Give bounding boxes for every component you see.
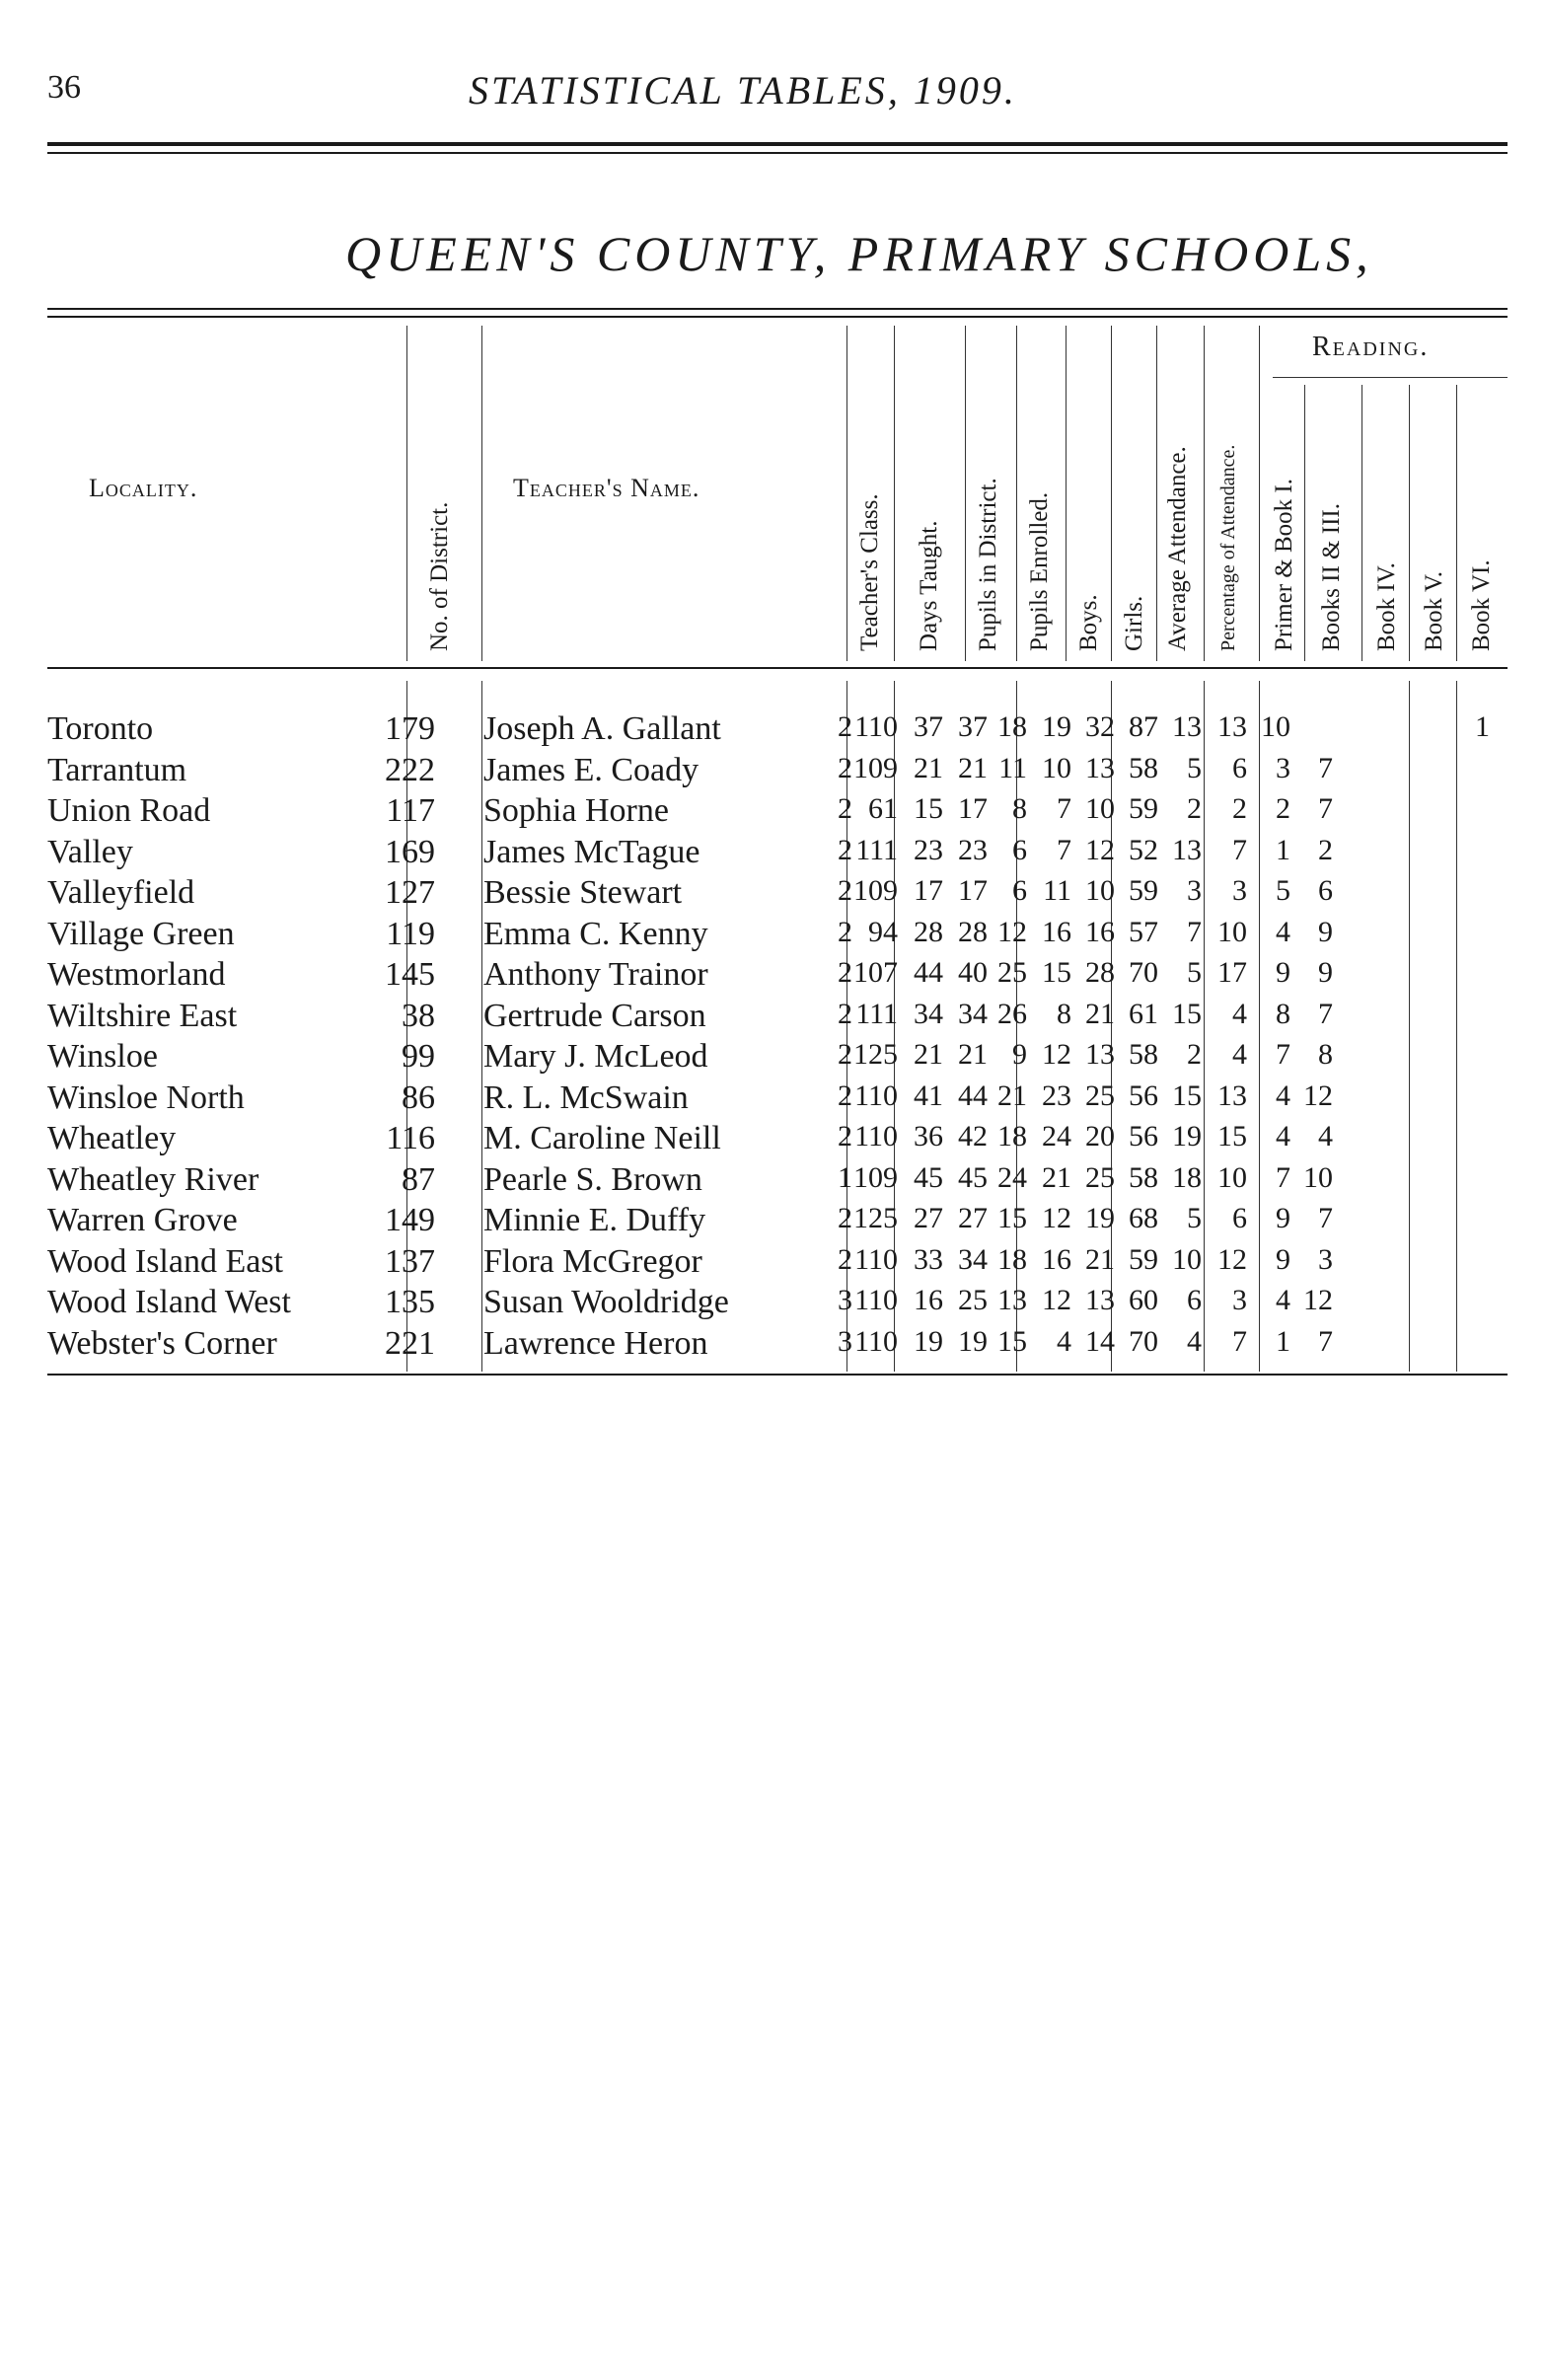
pupils-enrolled-cell: 25 <box>958 1284 988 1316</box>
days-taught-cell: 109 <box>853 874 898 907</box>
teacher-name-cell: Emma C. Kenny <box>483 915 708 952</box>
pupils-in-district-cell: 21 <box>914 1038 943 1071</box>
book-4-cell: 4 <box>1276 1120 1290 1153</box>
average-attendance-cell: 25 <box>1085 1160 1115 1194</box>
teacher-class-cell: 2 <box>838 1078 852 1112</box>
book-4-cell: 4 <box>1276 1078 1290 1112</box>
girls-cell: 21 <box>1042 1160 1071 1194</box>
girls-cell: 24 <box>1042 1120 1071 1153</box>
book-5-cell: 2 <box>1318 833 1333 866</box>
section-title: QUEEN'S COUNTY, PRIMARY SCHOOLS, <box>345 226 1373 281</box>
pupils-enrolled-cell: 34 <box>958 1242 988 1276</box>
primer-book1-cell: 13 <box>1172 833 1202 866</box>
girls-cell: 11 <box>1043 874 1071 907</box>
table-rule-bottom <box>47 1374 1508 1376</box>
book-4-cell: 5 <box>1276 874 1290 907</box>
header-average-attendance: Average Attendance. <box>1164 446 1191 651</box>
table-row <box>0 1284 1545 1325</box>
book-5-cell: 7 <box>1318 1202 1333 1234</box>
district-number-cell: 135 <box>385 1284 435 1320</box>
column-rule <box>1304 385 1305 661</box>
pupils-in-district-cell: 41 <box>914 1078 943 1112</box>
column-rule <box>894 326 895 661</box>
primer-book1-cell: 7 <box>1187 915 1202 948</box>
days-taught-cell: 110 <box>854 710 898 743</box>
primer-book1-cell: 19 <box>1172 1120 1202 1153</box>
book-5-cell: 10 <box>1303 1160 1333 1194</box>
book-4-cell: 9 <box>1276 1242 1290 1276</box>
pupils-in-district-cell: 45 <box>914 1160 943 1194</box>
header-books-2-3: Books II & III. <box>1318 503 1345 651</box>
table-row <box>0 1120 1545 1161</box>
girls-cell: 10 <box>1042 751 1071 784</box>
book-5-cell: 3 <box>1318 1242 1333 1276</box>
header-book-5: Book V. <box>1421 570 1447 651</box>
teacher-name-cell: Joseph A. Gallant <box>483 710 721 747</box>
teacher-name-cell: James McTague <box>483 833 700 870</box>
books-2-3-cell: 12 <box>1217 1242 1247 1276</box>
locality-cell: Valley <box>47 833 133 870</box>
locality-cell: Toronto <box>47 710 154 747</box>
primer-book1-cell: 5 <box>1187 751 1202 784</box>
days-taught-cell: 110 <box>854 1324 898 1358</box>
header-rule-top <box>47 308 1508 310</box>
teacher-name-cell: Flora McGregor <box>483 1242 702 1280</box>
average-attendance-cell: 14 <box>1085 1324 1115 1358</box>
header-rule-second <box>47 316 1508 318</box>
boys-cell: 15 <box>997 1202 1027 1234</box>
district-number-cell: 222 <box>385 751 435 788</box>
pupils-in-district-cell: 28 <box>914 915 943 948</box>
teacher-class-cell: 2 <box>838 792 852 825</box>
percentage-attendance-cell: 61 <box>1129 997 1158 1030</box>
pupils-in-district-cell: 16 <box>914 1284 943 1316</box>
teacher-class-cell: 2 <box>838 956 852 989</box>
table-row <box>0 1243 1545 1285</box>
boys-cell: 6 <box>1012 874 1027 907</box>
percentage-attendance-cell: 52 <box>1129 833 1158 866</box>
column-rule <box>1259 326 1260 661</box>
percentage-attendance-cell: 70 <box>1129 956 1158 989</box>
primer-book1-cell: 2 <box>1187 1038 1202 1071</box>
primer-book1-cell: 4 <box>1187 1324 1202 1358</box>
header-reading: Reading. <box>1312 332 1430 362</box>
books-2-3-cell: 13 <box>1217 710 1247 743</box>
column-rule <box>965 326 966 661</box>
header-locality: Locality. <box>89 474 198 502</box>
book-5-cell: 12 <box>1303 1078 1333 1112</box>
pupils-enrolled-cell: 45 <box>958 1160 988 1194</box>
table-row <box>0 834 1545 875</box>
pupils-enrolled-cell: 17 <box>958 874 988 907</box>
header-rule-bottom <box>47 667 1508 669</box>
primer-book1-cell: 18 <box>1172 1160 1202 1194</box>
teacher-class-cell: 2 <box>838 751 852 784</box>
teacher-class-cell: 2 <box>838 1120 852 1153</box>
boys-cell: 26 <box>997 997 1027 1030</box>
boys-cell: 15 <box>997 1324 1027 1358</box>
book-4-cell: 1 <box>1276 833 1290 866</box>
book-5-cell: 7 <box>1318 1324 1333 1358</box>
table-row <box>0 1325 1545 1367</box>
boys-cell: 6 <box>1012 833 1027 866</box>
pupils-enrolled-cell: 40 <box>958 956 988 989</box>
average-attendance-cell: 10 <box>1085 874 1115 907</box>
girls-cell: 12 <box>1042 1038 1071 1071</box>
column-rule <box>1361 385 1362 661</box>
percentage-attendance-cell: 70 <box>1129 1324 1158 1358</box>
boys-cell: 21 <box>997 1078 1027 1112</box>
pupils-in-district-cell: 27 <box>914 1202 943 1234</box>
girls-cell: 12 <box>1042 1202 1071 1234</box>
column-rule <box>481 326 482 661</box>
teacher-class-cell: 3 <box>838 1284 852 1316</box>
primer-book1-cell: 15 <box>1172 997 1202 1030</box>
teacher-class-cell: 1 <box>838 1160 852 1194</box>
percentage-attendance-cell: 59 <box>1129 1242 1158 1276</box>
district-number-cell: 149 <box>385 1202 435 1238</box>
books-2-3-cell: 3 <box>1232 1284 1247 1316</box>
column-rule <box>1111 326 1112 661</box>
locality-cell: Wood Island West <box>47 1284 291 1320</box>
pupils-in-district-cell: 34 <box>914 997 943 1030</box>
column-rule <box>406 326 407 661</box>
column-rule <box>1156 326 1157 661</box>
percentage-attendance-cell: 59 <box>1129 792 1158 825</box>
girls-cell: 12 <box>1042 1284 1071 1316</box>
pupils-enrolled-cell: 28 <box>958 915 988 948</box>
book-4-cell: 9 <box>1276 1202 1290 1234</box>
book-4-cell: 9 <box>1276 956 1290 989</box>
header-pupils-enrolled: Pupils Enrolled. <box>1026 491 1053 651</box>
boys-cell: 12 <box>997 915 1027 948</box>
primer-book1-cell: 3 <box>1187 874 1202 907</box>
locality-cell: Wood Island East <box>47 1242 283 1280</box>
primer-book1-cell: 13 <box>1172 710 1202 743</box>
boys-cell: 25 <box>997 956 1027 989</box>
days-taught-cell: 109 <box>853 751 898 784</box>
books-2-3-cell: 15 <box>1217 1120 1247 1153</box>
table-row <box>0 792 1545 834</box>
teacher-name-cell: James E. Coady <box>483 751 699 788</box>
pupils-enrolled-cell: 27 <box>958 1202 988 1234</box>
boys-cell: 18 <box>997 710 1027 743</box>
locality-cell: Winsloe <box>47 1038 158 1075</box>
table-row <box>0 916 1545 957</box>
days-taught-cell: 107 <box>853 956 898 989</box>
percentage-attendance-cell: 56 <box>1129 1120 1158 1153</box>
book-5-cell: 12 <box>1303 1284 1333 1316</box>
table-row <box>0 874 1545 916</box>
girls-cell: 16 <box>1042 915 1071 948</box>
books-2-3-cell: 7 <box>1232 1324 1247 1358</box>
boys-cell: 18 <box>997 1120 1027 1153</box>
header-pupils-in-district: Pupils in District. <box>975 478 1001 651</box>
district-number-cell: 119 <box>386 915 435 952</box>
percentage-attendance-cell: 57 <box>1129 915 1158 948</box>
books-2-3-cell: 7 <box>1232 833 1247 866</box>
pupils-in-district-cell: 15 <box>914 792 943 825</box>
header-book-4: Book IV. <box>1373 562 1400 651</box>
days-taught-cell: 110 <box>854 1120 898 1153</box>
days-taught-cell: 110 <box>854 1078 898 1112</box>
header-primer-book1: Primer & Book I. <box>1271 479 1297 651</box>
pupils-in-district-cell: 17 <box>914 874 943 907</box>
books-2-3-cell: 13 <box>1217 1078 1247 1112</box>
locality-cell: Winsloe North <box>47 1078 245 1116</box>
reading-rule <box>1273 377 1508 378</box>
book-5-cell: 9 <box>1318 956 1333 989</box>
girls-cell: 23 <box>1042 1078 1071 1112</box>
teacher-class-cell: 2 <box>838 874 852 907</box>
primer-book1-cell: 15 <box>1172 1078 1202 1112</box>
days-taught-cell: 110 <box>854 1284 898 1316</box>
book-5-cell: 8 <box>1318 1038 1333 1071</box>
girls-cell: 15 <box>1042 956 1071 989</box>
girls-cell: 19 <box>1042 710 1071 743</box>
teacher-name-cell: Anthony Trainor <box>483 956 708 993</box>
books-2-3-cell: 4 <box>1232 997 1247 1030</box>
locality-cell: Tarrantum <box>47 751 187 788</box>
header-percentage-attendance: Percentage of Attendance. <box>1217 444 1239 651</box>
pupils-enrolled-cell: 37 <box>958 710 988 743</box>
pupils-enrolled-cell: 44 <box>958 1078 988 1112</box>
teacher-class-cell: 2 <box>838 710 852 743</box>
girls-cell: 7 <box>1057 792 1071 825</box>
boys-cell: 11 <box>998 751 1027 784</box>
days-taught-cell: 110 <box>854 1242 898 1276</box>
days-taught-cell: 109 <box>853 1160 898 1194</box>
teacher-name-cell: Mary J. McLeod <box>483 1038 708 1075</box>
teacher-name-cell: M. Caroline Neill <box>483 1120 721 1156</box>
book-4-cell: 4 <box>1276 915 1290 948</box>
percentage-attendance-cell: 87 <box>1129 710 1158 743</box>
girls-cell: 7 <box>1057 833 1071 866</box>
district-number-cell: 117 <box>386 792 435 829</box>
teacher-class-cell: 2 <box>838 997 852 1030</box>
primer-book1-cell: 5 <box>1187 956 1202 989</box>
district-number-cell: 179 <box>385 710 435 747</box>
average-attendance-cell: 10 <box>1085 792 1115 825</box>
average-attendance-cell: 21 <box>1085 997 1115 1030</box>
table-body <box>0 710 1545 1366</box>
percentage-attendance-cell: 58 <box>1129 1038 1158 1071</box>
primer-book1-cell: 2 <box>1187 792 1202 825</box>
teacher-class-cell: 2 <box>838 833 852 866</box>
top-rule-thick <box>47 142 1508 146</box>
header-teacher-name: Teacher's Name. <box>513 474 700 502</box>
average-attendance-cell: 32 <box>1085 710 1115 743</box>
book-4-cell: 3 <box>1276 751 1290 784</box>
table-row <box>0 1079 1545 1121</box>
average-attendance-cell: 28 <box>1085 956 1115 989</box>
days-taught-cell: 61 <box>868 792 898 825</box>
book-5-cell: 7 <box>1318 751 1333 784</box>
pupils-enrolled-cell: 21 <box>958 1038 988 1071</box>
header-days-taught: Days Taught. <box>916 520 942 651</box>
top-rule-thin <box>47 152 1508 154</box>
book-4-cell: 10 <box>1261 710 1290 743</box>
teacher-class-cell: 2 <box>838 1242 852 1276</box>
book-4-cell: 4 <box>1276 1284 1290 1316</box>
days-taught-cell: 94 <box>868 915 898 948</box>
column-rule <box>1066 326 1067 661</box>
boys-cell: 9 <box>1012 1038 1027 1071</box>
book-5-cell: 7 <box>1318 792 1333 825</box>
locality-cell: Wheatley <box>47 1120 177 1156</box>
book-4-cell: 7 <box>1276 1038 1290 1071</box>
books-2-3-cell: 17 <box>1217 956 1247 989</box>
books-2-3-cell: 2 <box>1232 792 1247 825</box>
pupils-in-district-cell: 36 <box>914 1120 943 1153</box>
locality-cell: Webster's Corner <box>47 1324 277 1362</box>
book-6-cell: 1 <box>1475 710 1490 743</box>
locality-cell: Wheatley River <box>47 1160 259 1198</box>
locality-cell: Valleyfield <box>47 874 195 911</box>
pupils-in-district-cell: 23 <box>914 833 943 866</box>
pupils-enrolled-cell: 19 <box>958 1324 988 1358</box>
teacher-class-cell: 2 <box>838 1038 852 1071</box>
pupils-enrolled-cell: 34 <box>958 997 988 1030</box>
books-2-3-cell: 6 <box>1232 751 1247 784</box>
column-rule <box>1409 385 1410 661</box>
average-attendance-cell: 13 <box>1085 1038 1115 1071</box>
average-attendance-cell: 19 <box>1085 1202 1115 1234</box>
table-row <box>0 1038 1545 1079</box>
teacher-name-cell: Minnie E. Duffy <box>483 1202 706 1238</box>
boys-cell: 8 <box>1012 792 1027 825</box>
pupils-enrolled-cell: 21 <box>958 751 988 784</box>
district-number-cell: 145 <box>385 956 435 993</box>
column-rule <box>1016 326 1017 661</box>
table-row <box>0 956 1545 998</box>
district-number-cell: 38 <box>402 997 435 1034</box>
header-girls: Girls. <box>1121 595 1147 651</box>
books-2-3-cell: 10 <box>1217 1160 1247 1194</box>
locality-cell: Warren Grove <box>47 1202 238 1238</box>
primer-book1-cell: 10 <box>1172 1242 1202 1276</box>
district-number-cell: 116 <box>386 1120 435 1156</box>
average-attendance-cell: 13 <box>1085 1284 1115 1316</box>
pupils-in-district-cell: 19 <box>914 1324 943 1358</box>
district-number-cell: 86 <box>402 1078 435 1116</box>
district-number-cell: 169 <box>385 833 435 870</box>
district-number-cell: 87 <box>402 1160 435 1198</box>
days-taught-cell: 125 <box>853 1038 898 1071</box>
percentage-attendance-cell: 60 <box>1129 1284 1158 1316</box>
column-rule <box>846 326 847 661</box>
page-number: 36 <box>47 69 81 106</box>
days-taught-cell: 111 <box>855 833 898 866</box>
books-2-3-cell: 4 <box>1232 1038 1247 1071</box>
percentage-attendance-cell: 58 <box>1129 1160 1158 1194</box>
primer-book1-cell: 6 <box>1187 1284 1202 1316</box>
book-4-cell: 7 <box>1276 1160 1290 1194</box>
teacher-class-cell: 3 <box>838 1324 852 1358</box>
book-5-cell: 7 <box>1318 997 1333 1030</box>
percentage-attendance-cell: 56 <box>1129 1078 1158 1112</box>
header-book-6: Book VI. <box>1468 559 1495 651</box>
teacher-name-cell: Gertrude Carson <box>483 997 706 1034</box>
teacher-name-cell: Bessie Stewart <box>483 874 683 911</box>
running-title: STATISTICAL TABLES, 1909. <box>469 68 1017 112</box>
book-5-cell: 6 <box>1318 874 1333 907</box>
teacher-class-cell: 2 <box>838 1202 852 1234</box>
locality-cell: Union Road <box>47 792 211 829</box>
table-row <box>0 1161 1545 1203</box>
teacher-name-cell: Susan Wooldridge <box>483 1284 729 1320</box>
pupils-enrolled-cell: 17 <box>958 792 988 825</box>
district-number-cell: 137 <box>385 1242 435 1280</box>
table-row <box>0 998 1545 1039</box>
books-2-3-cell: 10 <box>1217 915 1247 948</box>
books-2-3-cell: 6 <box>1232 1202 1247 1234</box>
locality-cell: Village Green <box>47 915 235 952</box>
teacher-name-cell: Sophia Horne <box>483 792 669 829</box>
teacher-name-cell: R. L. McSwain <box>483 1078 689 1116</box>
locality-cell: Westmorland <box>47 956 226 993</box>
average-attendance-cell: 13 <box>1085 751 1115 784</box>
book-5-cell: 9 <box>1318 915 1333 948</box>
days-taught-cell: 125 <box>853 1202 898 1234</box>
pupils-in-district-cell: 21 <box>914 751 943 784</box>
header-boys: Boys. <box>1075 594 1102 651</box>
boys-cell: 24 <box>997 1160 1027 1194</box>
book-4-cell: 1 <box>1276 1324 1290 1358</box>
days-taught-cell: 111 <box>855 997 898 1030</box>
average-attendance-cell: 21 <box>1085 1242 1115 1276</box>
boys-cell: 18 <box>997 1242 1027 1276</box>
table-row <box>0 1202 1545 1243</box>
teacher-class-cell: 2 <box>838 915 852 948</box>
girls-cell: 16 <box>1042 1242 1071 1276</box>
book-4-cell: 2 <box>1276 792 1290 825</box>
district-number-cell: 127 <box>385 874 435 911</box>
teacher-name-cell: Pearle S. Brown <box>483 1160 702 1198</box>
primer-book1-cell: 5 <box>1187 1202 1202 1234</box>
pupils-in-district-cell: 33 <box>914 1242 943 1276</box>
average-attendance-cell: 12 <box>1085 833 1115 866</box>
average-attendance-cell: 16 <box>1085 915 1115 948</box>
percentage-attendance-cell: 68 <box>1129 1202 1158 1234</box>
district-number-cell: 221 <box>385 1324 435 1362</box>
percentage-attendance-cell: 59 <box>1129 874 1158 907</box>
percentage-attendance-cell: 58 <box>1129 751 1158 784</box>
pupils-in-district-cell: 37 <box>914 710 943 743</box>
pupils-in-district-cell: 44 <box>914 956 943 989</box>
header-teacher-class: Teacher's Class. <box>856 493 883 651</box>
column-rule <box>1456 385 1457 661</box>
teacher-name-cell: Lawrence Heron <box>483 1324 708 1362</box>
header-district-no: No. of District. <box>426 501 453 651</box>
book-5-cell: 4 <box>1318 1120 1333 1153</box>
books-2-3-cell: 3 <box>1232 874 1247 907</box>
average-attendance-cell: 20 <box>1085 1120 1115 1153</box>
district-number-cell: 99 <box>402 1038 435 1075</box>
girls-cell: 8 <box>1057 997 1071 1030</box>
pupils-enrolled-cell: 23 <box>958 833 988 866</box>
average-attendance-cell: 25 <box>1085 1078 1115 1112</box>
boys-cell: 13 <box>997 1284 1027 1316</box>
pupils-enrolled-cell: 42 <box>958 1120 988 1153</box>
girls-cell: 4 <box>1057 1324 1071 1358</box>
locality-cell: Wiltshire East <box>47 997 238 1034</box>
table-row <box>0 752 1545 793</box>
table-row <box>0 710 1545 752</box>
book-4-cell: 8 <box>1276 997 1290 1030</box>
column-rule <box>1204 326 1205 661</box>
